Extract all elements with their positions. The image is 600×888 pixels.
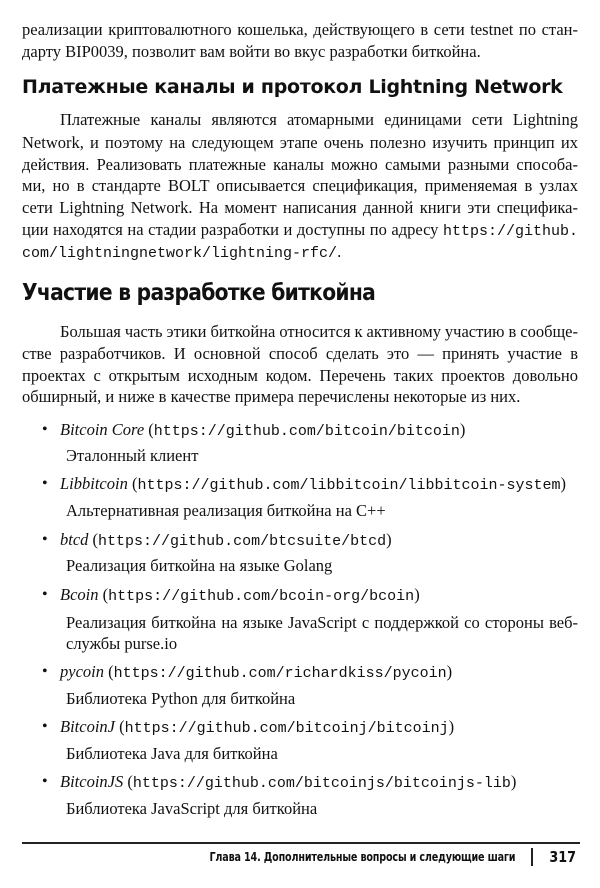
paragraph-line: проектах с открытым исходным кодом. Перечень таких проектов довольно [22, 366, 578, 385]
paragraph-line: Большая часть этики биткойна относится к активному участию в сообще- [60, 322, 578, 341]
project-description: Реализация биткойна на языке Golang [66, 556, 333, 575]
project-name: btcd [60, 530, 89, 549]
project-description: службы purse.io [66, 634, 178, 653]
paragraph-line: Платежные каналы являются атомарными единицами сети Lightning [60, 110, 578, 129]
paragraph-line: ми, но в стандарте BOLT описывается спецификация, применяемая в узлах [22, 176, 578, 195]
paragraph-line [22, 219, 578, 241]
section-heading: Участие в разработке биткойна [22, 280, 376, 306]
chapter-title: Глава 14. Дополнительные вопросы и следующие шаги [209, 850, 516, 864]
project-url[interactable]: https://github.com/richardkiss/pycoin [113, 665, 447, 682]
project-name: Libbitcoin [60, 474, 128, 493]
bullet-icon: • [42, 663, 48, 680]
project-url[interactable]: https://github.com/bcoin-org/bcoin [108, 588, 415, 605]
text: ции находятся на стадии разработки и доступны по адресу [22, 220, 439, 239]
project-name: BitcoinJ [60, 717, 115, 736]
paragraph-line: действия. Реализовать платежные каналы можно самыми разными способа- [22, 155, 578, 174]
project-url[interactable]: https://github.com/btcsuite/btcd [98, 533, 387, 550]
list-item: • btcd (https://github.com/btcsuite/btcd) [42, 530, 392, 550]
project-url[interactable]: https://github.com/bitcoinjs/bitcoinjs-lib [132, 775, 511, 792]
bullet-icon: • [42, 531, 48, 548]
paragraph-line: сети Lightning Network. На момент написания данной книги эти специфика- [22, 198, 578, 217]
project-name: Bitcoin Core [60, 420, 145, 439]
project-url[interactable]: https://github.com/libbitcoin/libbitcoin-system [137, 477, 561, 494]
paragraph-line: обширный, и ниже в качестве примера перечислены некоторые из них. [22, 387, 521, 406]
bullet-icon: • [42, 773, 48, 790]
project-description: Библиотека Python для биткойна [66, 689, 296, 708]
project-description: Библиотека Java для биткойна [66, 744, 278, 763]
project-name: BitcoinJS [60, 772, 124, 791]
list-item: • Libbitcoin (https://github.com/libbitcoin/libbitcoin-system) [42, 474, 567, 494]
project-description: Эталонный клиент [66, 446, 199, 465]
project-name: pycoin [60, 662, 104, 681]
section-heading: Платежные каналы и протокол Lightning Network [22, 76, 563, 98]
paragraph-line: дарту BIP0039, позволит вам войти во вкус разработки биткойна. [22, 42, 481, 61]
project-description: Реализация биткойна на языке JavaScript с поддержкой со стороны веб- [66, 613, 578, 632]
page-footer [133, 848, 578, 866]
bullet-icon: • [42, 586, 48, 603]
list-item: • BitcoinJ (https://github.com/bitcoinj/bitcoinj) [42, 717, 455, 737]
paragraph-line [22, 241, 578, 263]
project-description: Альтернативная реализация биткойна на C++ [66, 501, 386, 520]
paragraph-line: Network, и поэтому на следующем этапе очень полезно изучить принцип их [22, 133, 578, 152]
footer-rule [22, 842, 580, 844]
divider [531, 848, 533, 866]
bullet-icon: • [42, 475, 48, 492]
page-number: 317 [549, 848, 576, 866]
text: . [337, 242, 342, 261]
project-url[interactable]: https://github.com/bitcoin/bitcoin [153, 423, 460, 440]
url-link[interactable]: https://github. [442, 223, 579, 240]
paragraph-line: стве разработчиков. И основной способ сделать это — принять участие в [22, 344, 578, 363]
project-name: Bcoin [60, 585, 99, 604]
bullet-icon: • [42, 421, 48, 438]
url-link[interactable]: com/lightningnetwork/lightning-rfc/ [22, 245, 338, 262]
project-url[interactable]: https://github.com/bitcoinj/bitcoinj [124, 720, 449, 737]
bullet-icon: • [42, 718, 48, 735]
list-item: • BitcoinJS (https://github.com/bitcoinjs/bitcoinjs-lib) [42, 772, 517, 792]
list-item: • Bitcoin Core (https://github.com/bitcoin/bitcoin) [42, 420, 466, 440]
list-item: • Bcoin (https://github.com/bcoin-org/bcoin) [42, 585, 420, 605]
paragraph-line: реализации криптовалютного кошелька, действующего в сети testnet по стан- [22, 20, 578, 39]
list-item: • pycoin (https://github.com/richardkiss/pycoin) [42, 662, 453, 682]
project-description: Библиотека JavaScript для биткойна [66, 799, 318, 818]
